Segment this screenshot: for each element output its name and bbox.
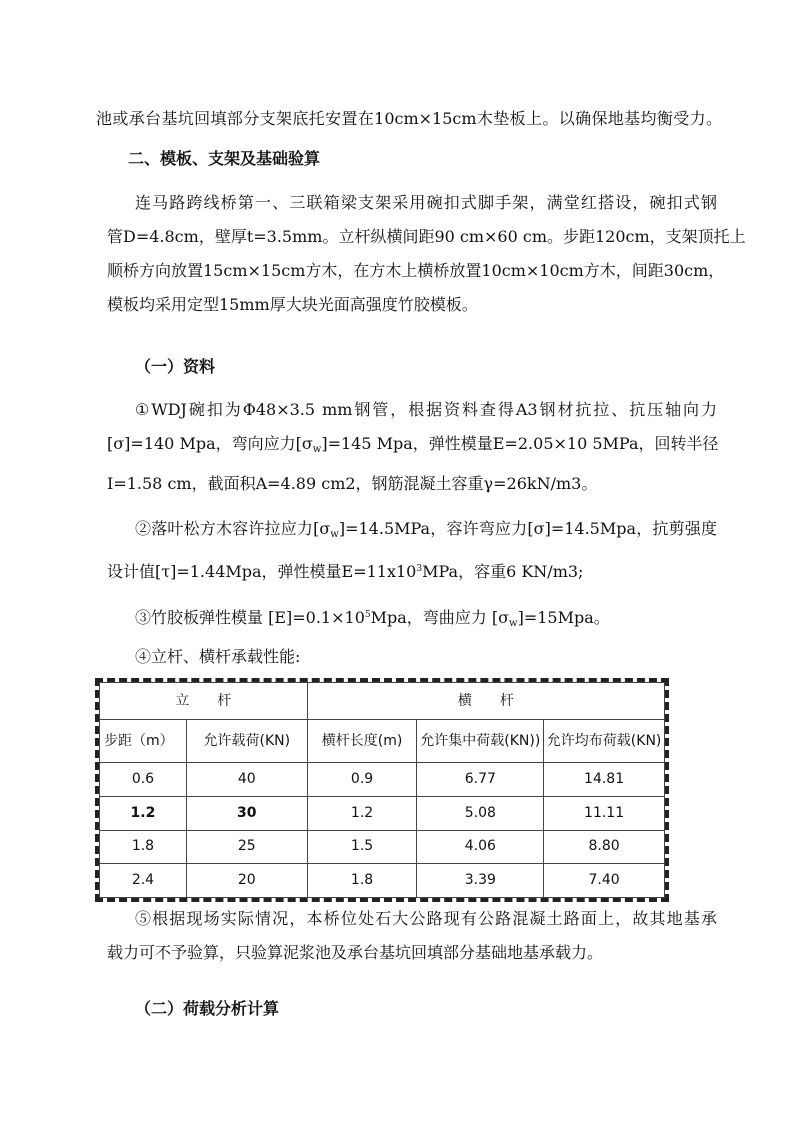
subscript: w [509, 618, 518, 629]
table-row [100, 830, 665, 864]
item-bamboo-plywood [107, 598, 717, 641]
load-capacity-table-frame [95, 678, 669, 902]
table-cell: 1.5 [307, 830, 417, 864]
text-line [107, 512, 717, 552]
table-cell: 11.11 [544, 796, 665, 830]
table-row [100, 763, 665, 797]
section-heading: 二、模板、支架及基础验算 [128, 149, 321, 168]
text-line: 模板均采用定型15mm厚大块光面高强度竹胶模板。 [107, 295, 478, 314]
text-segment: Mpa，弯曲应力 [σ [370, 608, 510, 627]
superscript: 5 [364, 610, 371, 620]
table-cell: 0.9 [307, 763, 417, 797]
item-steel-pipe [107, 393, 717, 501]
table-row [100, 864, 665, 898]
text-line: 管D=4.8cm，壁厚t=3.5mm。立杆纵横间距90 cm×60 cm。步距120cm，支架顶托上 [107, 227, 746, 246]
text-line: 载力可不予验算，只验算泥浆池及承台基坑回填部分基础地基承载力。 [107, 943, 604, 962]
table-cell: 20 [186, 864, 307, 898]
subsection-heading-materials: （一）资料 [135, 357, 216, 376]
text-line [107, 427, 717, 467]
table-cell: 1.8 [307, 864, 417, 898]
text-line: I=1.58 cm，截面积A=4.89 cm2，钢筋混凝土容重γ=26kN/m3。 [107, 474, 598, 493]
header-step-distance: 步距（m） [100, 720, 187, 763]
text-segment: ③竹胶板弹性模量 [E]=0.1×10 [135, 608, 365, 627]
table-row [100, 796, 665, 830]
item-larch-timber [107, 512, 717, 589]
table-cell: 30 [186, 796, 307, 830]
load-capacity-table [99, 682, 665, 898]
table-cell: 8.80 [544, 830, 665, 864]
text-line [107, 598, 717, 641]
text-line: 连马路跨线桥第一、三联箱梁支架采用碗扣式脚手架，满堂红搭设，碗扣式钢 [135, 193, 717, 212]
paragraph-support-description [107, 186, 746, 322]
table-column-header-row [100, 720, 665, 763]
table-cell: 4.06 [417, 830, 544, 864]
text-segment: 设计值[τ]=1.44Mpa，弹性模量E=11x10 [107, 562, 417, 581]
table-cell: 7.40 [544, 864, 665, 898]
superscript: 3 [416, 564, 423, 574]
table-cell: 25 [186, 830, 307, 864]
table-cell: 14.81 [544, 763, 665, 797]
text-line: 池或承台基坑回填部分支架底托安置在10cm×15cm木垫板上。以确保地基均衡受力。 [96, 109, 722, 128]
subscript: w [330, 529, 339, 540]
text-line [107, 552, 717, 589]
header-vertical-pole: 立 杆 [100, 683, 308, 720]
header-allowable-load: 允许载荷(KN) [186, 720, 307, 763]
text-line: 顺桥方向放置15cm×15cm方木，在方木上横桥放置10cm×10cm方木，间距30cm， [107, 261, 725, 280]
text-segment: ]=15Mpa。 [517, 608, 610, 627]
table-cell: 1.8 [100, 830, 187, 864]
table-cell: 0.6 [100, 763, 187, 797]
table-cell: 1.2 [307, 796, 417, 830]
text-line: ①WDJ碗扣为Φ48×3.5 mm钢管，根据资料查得A3钢材抗拉、抗压轴向力 [135, 400, 717, 419]
text-line: ④立杆、横杆承载性能: [135, 647, 301, 666]
table-cell: 3.39 [417, 864, 544, 898]
table-cell: 1.2 [100, 796, 187, 830]
text-segment: ②落叶松方木容许拉应力[σ [135, 519, 331, 538]
item-site-conditions [107, 902, 717, 970]
item-load-performance [107, 640, 717, 674]
table-group-header-row [100, 683, 665, 720]
text-segment: ]=145 Mpa，弹性模量E=2.05×10 5MPa，回转半径 [321, 434, 719, 453]
subscript: w [312, 444, 322, 455]
header-horizontal-bar: 横 杆 [307, 683, 664, 720]
table-cell: 40 [186, 763, 307, 797]
header-distributed-load: 允许均布荷载(KN) [544, 720, 665, 763]
table-cell: 5.08 [417, 796, 544, 830]
header-bar-length: 横杆长度(m) [307, 720, 417, 763]
text-segment: [σ]=140 Mpa，弯向应力[σ [107, 434, 313, 453]
subsection-heading-load-analysis: （二）荷载分析计算 [135, 999, 280, 1018]
text-line: ⑤根据现场实际情况，本桥位处石大公路现有公路混凝土路面上，故其地基承 [135, 909, 717, 928]
table-cell: 2.4 [100, 864, 187, 898]
paragraph-intro [96, 102, 722, 136]
text-segment: MPa，容重6 KN/m3; [422, 562, 584, 581]
text-segment: ]=14.5MPa，容许弯应力[σ]=14.5Mpa，抗剪强度 [338, 519, 717, 538]
header-concentrated-load: 允许集中荷载(KN)) [417, 720, 544, 763]
table-cell: 6.77 [417, 763, 544, 797]
